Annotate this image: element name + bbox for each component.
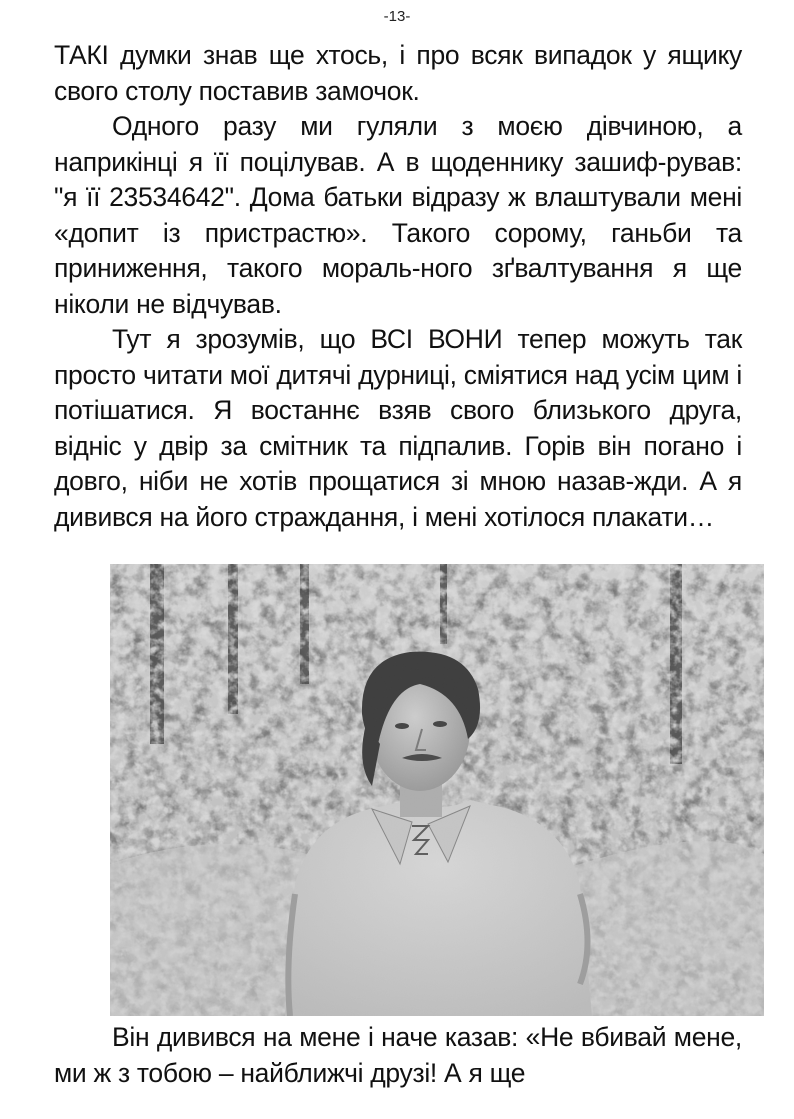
photograph-young-man	[110, 564, 764, 1016]
paragraph-1: ТАКІ думки знав ще хтось, і про всяк випадок у ящику свого столу поставив замочок.	[54, 40, 742, 106]
paragraph-2: Одного разу ми гуляли з моєю дівчиною, а наприкінці я її поцілував. А в щоденнику зашиф-рував: "я її 23534642". Дома батьки відразу ж влаштували мені «допит із пристрастю». Такого сорому, ганьби та приниження, такого мораль-ного зґвалтування я ще ніколи не відчував.	[54, 111, 742, 319]
page-number: -13-	[383, 8, 411, 25]
paragraph-4: Він дивився на мене і наче казав: «Не вбивай мене, ми ж з тобою – найближчі друзі! А я ще	[54, 1022, 742, 1088]
body-text-bottom	[54, 1020, 742, 1091]
body-text-top	[54, 38, 742, 535]
paragraph-3: Тут я зрозумів, що ВСІ ВОНИ тепер можуть так просто читати мої дитячі дурниці, сміятися над усім цим і потішатися. Я востаннє взяв свого близького друга, відніс у двір за смітник та підпалив. Горів він погано і довго, ніби не хотів прощатися зі мною назав-жди. А я дивився на його страждання, і мені хотілося плакати…	[54, 324, 742, 532]
photo-illustration	[110, 564, 764, 1016]
